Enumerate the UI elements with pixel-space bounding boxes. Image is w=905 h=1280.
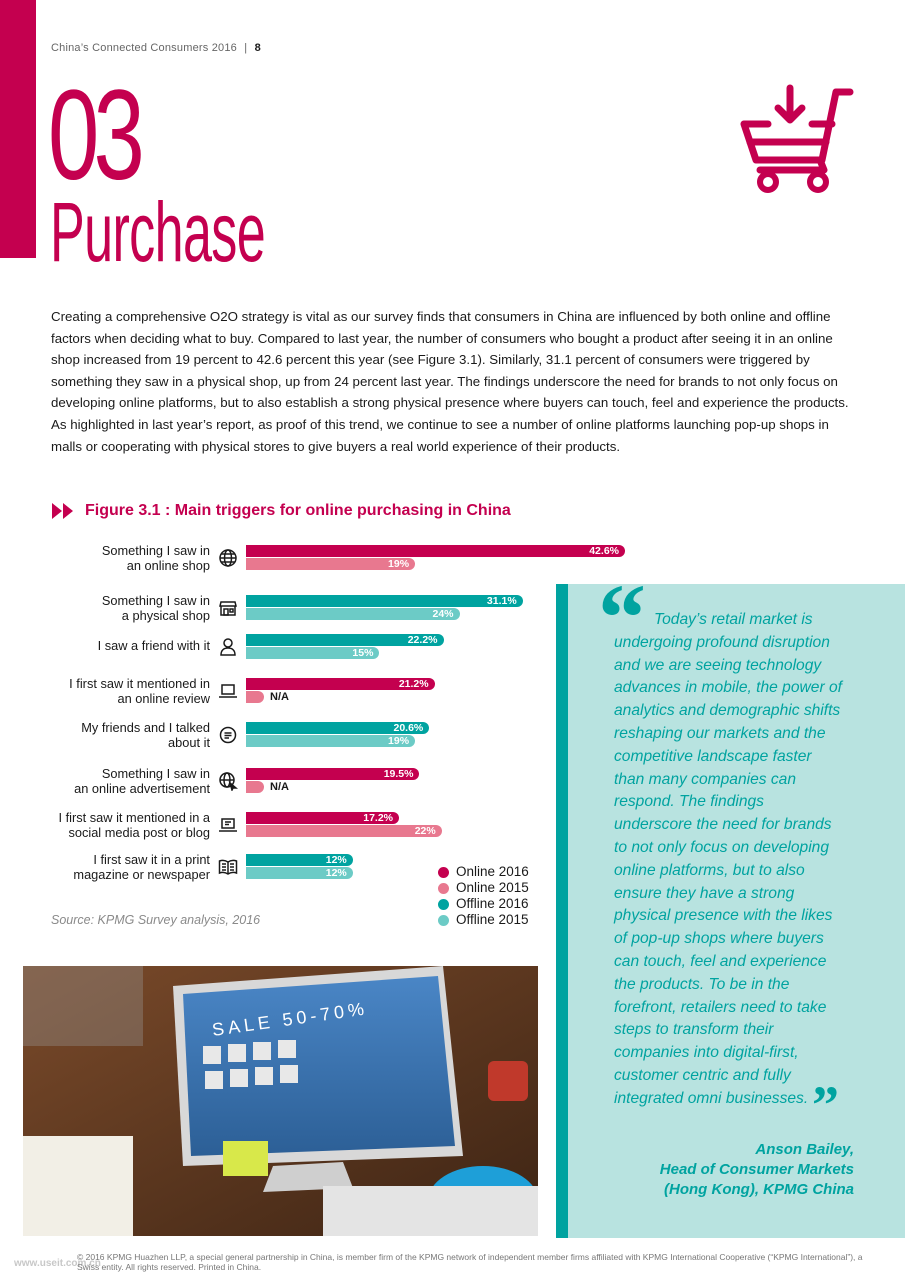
globe-cursor-icon	[218, 771, 238, 791]
category-label	[0, 676, 210, 706]
bar	[246, 545, 625, 557]
quote-accent-line	[556, 584, 568, 1238]
category-label-line: an online advertisement	[74, 781, 210, 796]
person-icon	[218, 637, 238, 657]
storefront-icon	[218, 598, 238, 618]
bar-value-label: 19.5%	[383, 768, 414, 780]
category-label-line: Something I saw in	[101, 543, 210, 558]
category-label-line: Something I saw in	[101, 766, 210, 781]
bar-value-label: 24%	[432, 608, 454, 620]
legend-label: Offline 2016	[456, 896, 529, 911]
attribution-name: Anson Bailey,	[755, 1141, 854, 1158]
bar-value-label: 12%	[325, 854, 347, 866]
legend-swatch	[438, 867, 449, 878]
running-title: China’s Connected Consumers 2016	[51, 42, 237, 54]
open-quote-mark: “	[598, 564, 646, 671]
legend-item	[438, 864, 529, 880]
chapter-number: 03	[48, 64, 139, 207]
close-quote-mark: ”	[812, 1075, 839, 1135]
legend-item	[438, 880, 529, 896]
bar-value-label: N/A	[270, 781, 289, 793]
bar-value-label: 12%	[325, 867, 347, 879]
chapter-title: Purchase	[50, 185, 266, 279]
category-label-line: I first saw it mentioned in	[69, 676, 210, 691]
double-arrow-icon	[51, 502, 75, 520]
legend-swatch	[438, 899, 449, 910]
category-label-line: a physical shop	[121, 608, 210, 623]
category-label-line: My friends and I talked	[81, 720, 210, 735]
category-label-line: I saw a friend with it	[97, 638, 210, 653]
bar-na	[246, 691, 264, 703]
running-header	[51, 42, 261, 54]
category-label	[0, 720, 210, 750]
legend-item	[438, 896, 529, 912]
legend-label: Online 2016	[456, 864, 529, 879]
bar-value-label: 21.2%	[398, 678, 429, 690]
category-label-line: I first saw it in a print	[93, 852, 210, 867]
legend-label: Offline 2015	[456, 912, 529, 927]
quote-attribution	[660, 1140, 854, 1200]
category-label-line: I first saw it mentioned in a	[58, 810, 210, 825]
category-label	[0, 638, 210, 653]
bar-value-label: N/A	[270, 691, 289, 703]
bar	[246, 595, 523, 607]
chat-bubble-icon	[218, 725, 238, 745]
bar-chart	[0, 540, 619, 890]
bar-value-label: 22.2%	[407, 634, 438, 646]
bar-value-label: 31.1%	[486, 595, 517, 607]
bar-value-label: 15%	[352, 647, 374, 659]
category-label-line: an online review	[117, 691, 210, 706]
page-number: 8	[254, 42, 261, 54]
laptop-chat-icon	[218, 815, 238, 835]
bar	[246, 608, 460, 620]
attribution-role: Head of Consumer Markets	[659, 1161, 854, 1178]
legend-swatch	[438, 883, 449, 894]
category-label-line: an online shop	[126, 558, 210, 573]
category-label	[0, 810, 210, 840]
intro-paragraph: Creating a comprehensive O2O strategy is vital as our survey finds that consumers in China are influenced by both online and offline factors when deciding what to buy. Compared to last year, the number of consumers who bought a product after seeing it in an online shop increased from 19 percent to 42.6 percent this year (see Figure 3.1). Similarly, 31.1 percent of consumers were triggered by something they saw in a physical shop, up from 24 percent last year. The findings underscore the need for brands to not only focus on developing online platforms, but to also establish a strong physical presence where buyers can touch, feel and experience the products. As highlighted in last year’s report, as proof of this trend, we continue to see a number of online platforms launching pop-up shops in malls or cooperating with physical stores to give buyers a real world experience of their products.	[51, 309, 849, 454]
desktop-shopping-photo	[23, 966, 538, 1236]
watermark: www.useit.com.cn	[14, 1258, 101, 1269]
legend-label: Online 2015	[456, 880, 529, 895]
bar-value-label: 19%	[388, 735, 410, 747]
figure-title	[51, 502, 511, 520]
header-separator: |	[244, 42, 248, 54]
chapter-accent-bar	[0, 0, 36, 258]
legend-swatch	[438, 915, 449, 926]
category-label-line: Something I saw in	[101, 593, 210, 608]
laptop-icon	[218, 681, 238, 701]
bar	[246, 825, 442, 837]
category-label	[0, 852, 210, 882]
category-label-line: magazine or newspaper	[73, 867, 210, 882]
bar-value-label: 22%	[414, 825, 436, 837]
category-label-line: social media post or blog	[68, 825, 210, 840]
category-label	[0, 593, 210, 623]
figure-source: Source: KPMG Survey analysis, 2016	[51, 913, 261, 927]
quote-text: Today’s retail market is undergoing profound disruption and we are seeing technology advances in mobile, the power of analytics and demographic shifts reshaping our markets and the competitive landscape faster than many companies can respond. The findings underscore the need for brands to not only focus on developing online platforms, but to also ensure they have a strong physical presence with the likes of pop-up shops where buyers can touch, feel and experience the products. To be in the forefront, retailers need to take steps to transform their companies into digital-first, customer centric and fully integrated omni businesses.	[614, 611, 842, 1107]
bar-value-label: 42.6%	[589, 545, 619, 557]
bar-value-label: 19%	[388, 558, 410, 570]
bar-na	[246, 781, 264, 793]
category-label-line: about it	[168, 735, 210, 750]
attribution-org: (Hong Kong), KPMG China	[664, 1181, 854, 1198]
legend-item	[438, 912, 529, 928]
shopping-cart-icon	[738, 84, 858, 196]
bar-value-label: 20.6%	[393, 722, 424, 734]
category-label	[0, 766, 210, 796]
open-book-icon	[218, 857, 238, 877]
screen-sale-text: SALE 50-70%	[210, 998, 370, 1040]
globe-icon	[218, 548, 238, 568]
category-label	[0, 543, 210, 573]
figure-title-text: Figure 3.1 : Main triggers for online purchasing in China	[85, 502, 511, 519]
footer-copyright: © 2016 KPMG Huazhen LLP, a special general partnership in China, is member firm of the KPMG network of independent member firms affiliated with KPMG International Cooperative (“KPMG International”), a Swiss entity. All rights reserved. Printed in China.	[77, 1252, 863, 1272]
bar-value-label: 17.2%	[363, 812, 394, 824]
chart-legend	[438, 864, 529, 928]
